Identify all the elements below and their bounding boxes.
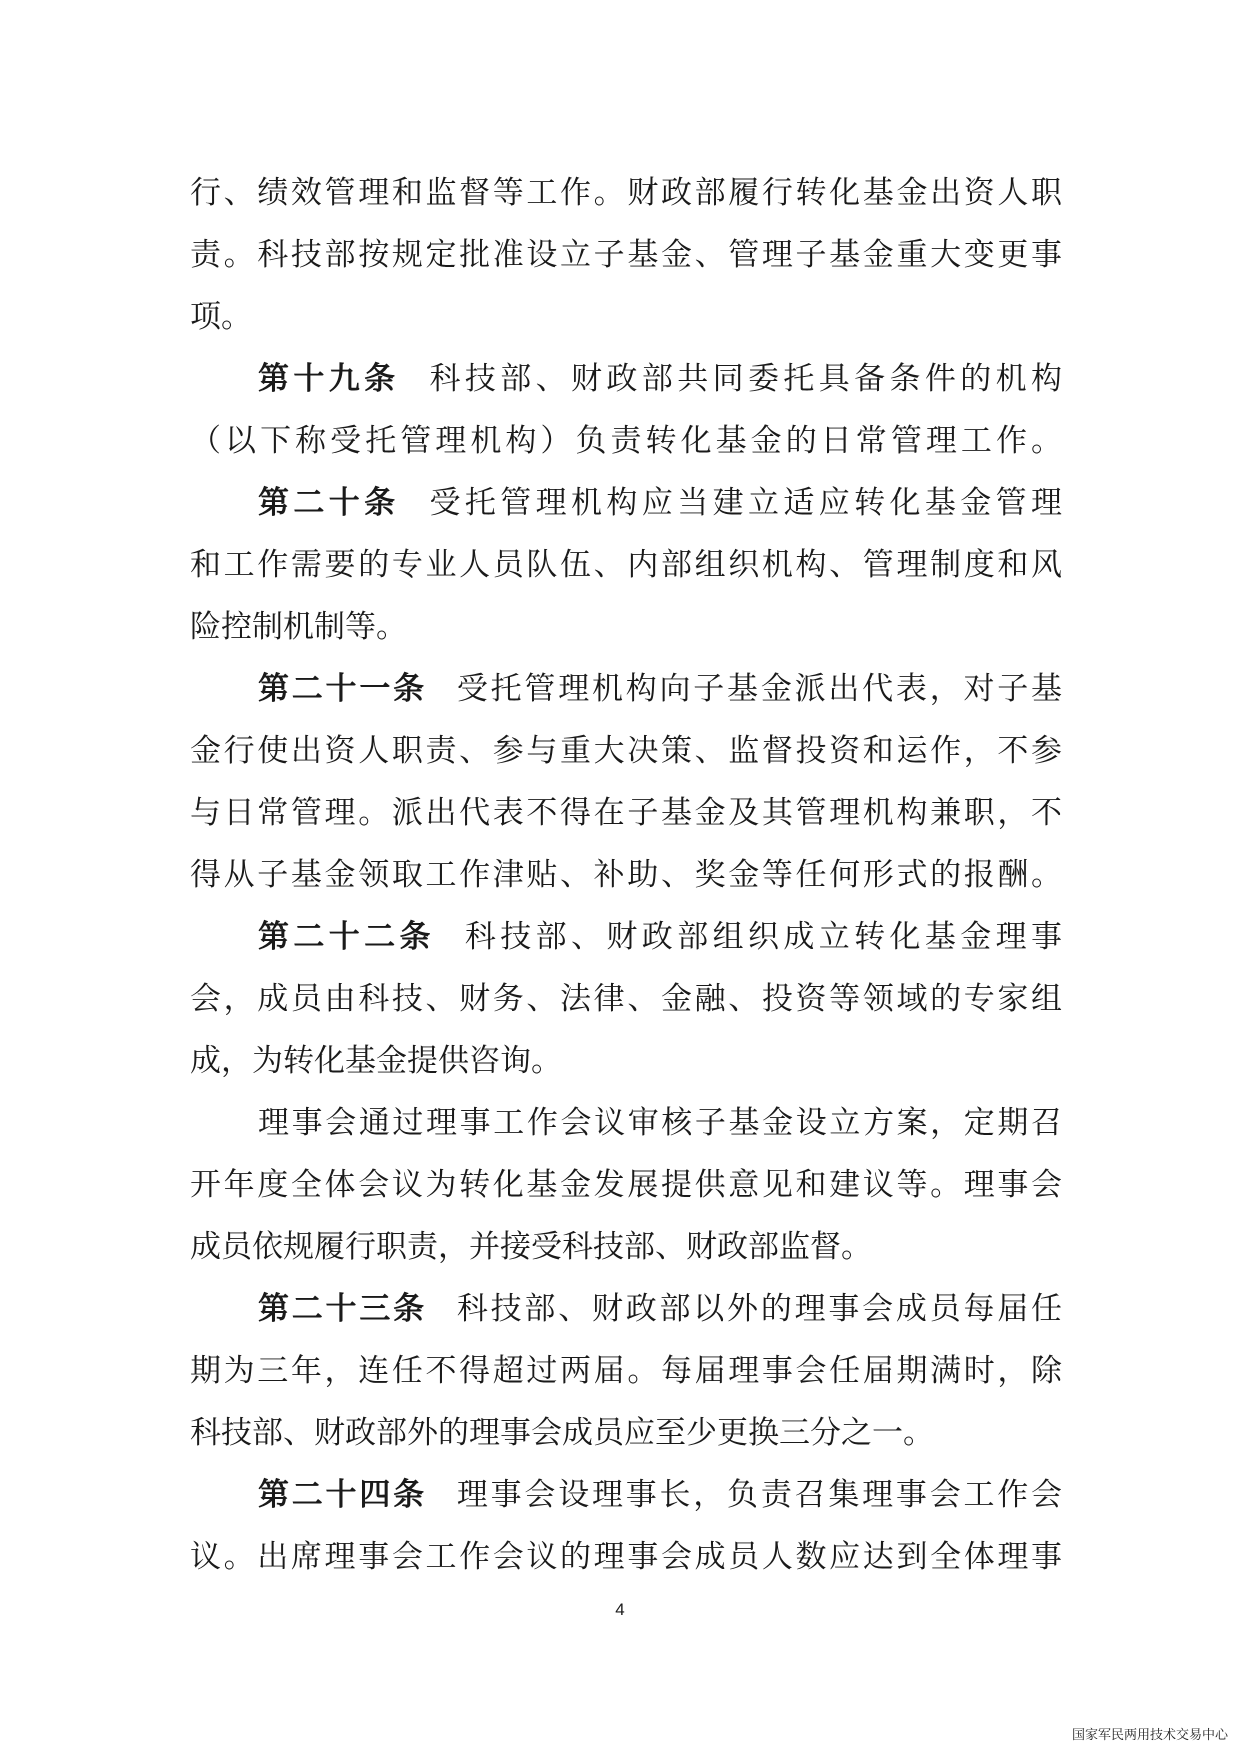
article-line [190,348,1062,410]
text-line: 成，为转化基金提供咨询。 [190,1043,562,1079]
text-line: 开年度全体会议为转化基金发展提供意见和建议等。理事会 [190,1167,1062,1203]
article-line [190,658,1062,720]
text-line: 期为三年，连任不得超过两届。每届理事会任届期满时，除 [190,1353,1062,1389]
paragraph-line: 理事会通过理事工作会议审核子基金设立方案，定期召 [258,1105,1062,1141]
article-text: 科技部、财政部以外的理事会成员每届任 [456,1291,1062,1327]
text-line: 项。 [190,299,252,335]
article-text: 受托管理机构应当建立适应转化基金管理 [429,485,1062,521]
article-line [190,906,1062,968]
article-text: 科技部、财政部组织成立转化基金理事 [464,919,1062,955]
article-text: 理事会设理事长，负责召集理事会工作会 [456,1477,1062,1513]
article-heading: 第二十二条 [258,919,435,955]
article-text: 受托管理机构向子基金派出代表，对子基 [456,671,1062,707]
text-line: 得从子基金领取工作津贴、补助、奖金等任何形式的报酬。 [190,857,1062,893]
article-heading: 第十九条 [258,361,400,397]
text-line: 责。科技部按规定批准设立子基金、管理子基金重大变更事 [190,237,1062,273]
body-text [190,162,1062,1588]
text-line: 成员依规履行职责，并接受科技部、财政部监督。 [190,1229,872,1265]
article-heading: 第二十四条 [258,1477,427,1513]
page-number: 4 [615,1600,625,1619]
text-line: 行、绩效管理和监督等工作。财政部履行转化基金出资人职 [190,175,1062,211]
article-heading: 第二十条 [258,485,400,521]
text-line: 科技部、财政部外的理事会成员应至少更换三分之一。 [190,1415,934,1451]
article-heading: 第二十一条 [258,671,427,707]
article-line [190,1278,1062,1340]
text-line: 议。出席理事会工作会议的理事会成员人数应达到全体理事 [190,1539,1062,1575]
text-line: 险控制机制等。 [190,609,407,645]
text-line: 与日常管理。派出代表不得在子基金及其管理机构兼职，不 [190,795,1062,831]
text-line: 会，成员由科技、财务、法律、金融、投资等领域的专家组 [190,981,1062,1017]
text-line: 金行使出资人职责、参与重大决策、监督投资和运作，不参 [190,733,1062,769]
article-line [190,472,1062,534]
text-line: 和工作需要的专业人员队伍、内部组织机构、管理制度和风 [190,547,1062,583]
article-line [190,1464,1062,1526]
watermark: 国家军民两用技术交易中心 [1071,1728,1228,1743]
article-text: 科技部、财政部共同委托具备条件的机构 [429,361,1062,397]
text-line: （以下称受托管理机构）负责转化基金的日常管理工作。 [190,423,1062,459]
article-heading: 第二十三条 [258,1291,427,1327]
